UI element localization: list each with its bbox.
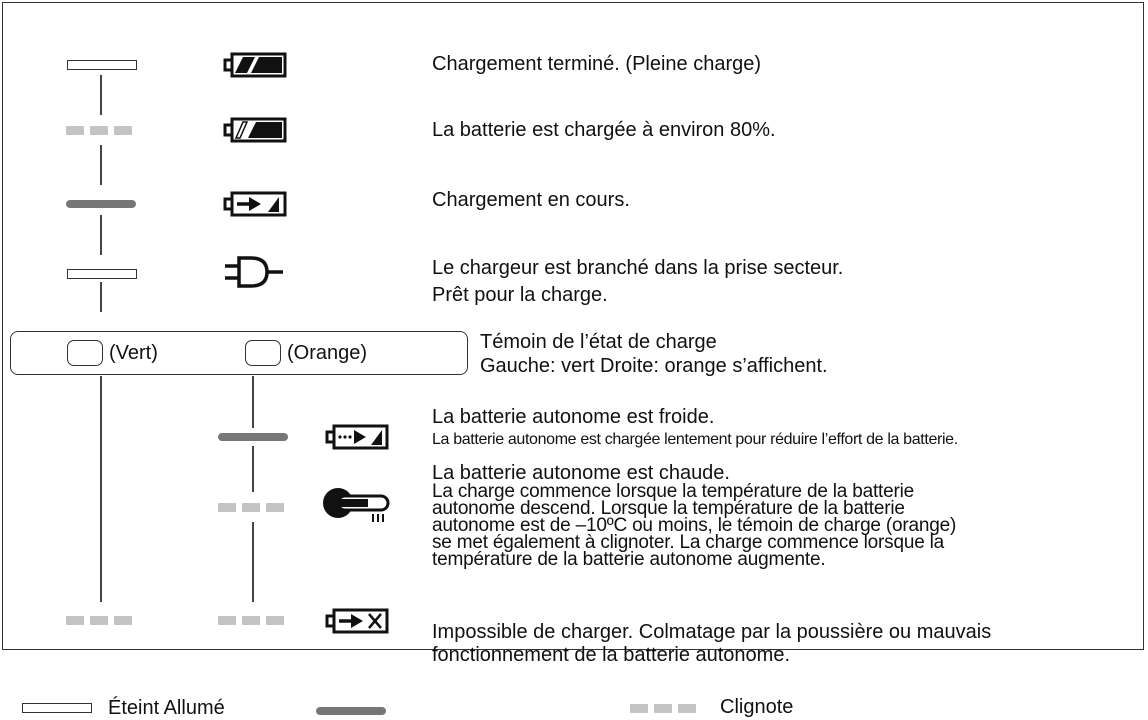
battery-80-icon [221, 115, 291, 145]
lamp-off-indicator [67, 60, 137, 70]
plug-icon [221, 254, 291, 290]
row-hot-text-1: La batterie autonome est chaude. [432, 462, 730, 484]
connector-line [100, 376, 102, 602]
row-full-text: Chargement terminé. (Pleine charge) [432, 53, 762, 75]
lamp-legend-box [10, 331, 468, 375]
connector-line [100, 75, 102, 115]
lamp-blink-indicator [66, 126, 136, 135]
battery-charging-icon [221, 189, 291, 219]
legend-blink-symbol [630, 704, 700, 713]
row-hot-text-3: autonome descend. Lorsque la température de la batterie [432, 498, 905, 519]
row-cold-text-1: La batterie autonome est froide. [432, 406, 715, 428]
lamp-blink-indicator [218, 503, 288, 512]
lamp-on-indicator [66, 200, 136, 208]
legend-off-on-label: Éteint Allumé [108, 697, 225, 719]
row-hot-text-6: température de la batterie autonome augmente. [432, 549, 826, 570]
row-hot-text-2: La charge commence lorsque la température de la batterie [432, 481, 915, 502]
legend-blink-label: Clignote [720, 696, 794, 718]
row-cold-text-2: La batterie autonome est chargée lentement pour réduire l’effort de la batterie. [432, 431, 958, 448]
row-plugged-text-2: Prêt pour la charge. [432, 284, 608, 306]
connector-line [252, 446, 254, 492]
lamp-blink-indicator [218, 616, 288, 625]
green-lamp-label: (Vert) [109, 342, 158, 364]
row-hot-text-5: se met également à clignoter. La charge commence lorsque la [432, 532, 945, 553]
lamp-on-indicator [218, 433, 288, 441]
connector-line [100, 145, 102, 185]
orange-lamp-icon [245, 340, 281, 366]
row-error-text-2: fonctionnement de la batterie autonome. [432, 644, 791, 666]
row-error-text-1: Impossible de charger. Colmatage par la poussière ou mauvais [432, 621, 992, 643]
row-plugged-text-1: Le chargeur est branché dans la prise secteur. [432, 257, 844, 279]
row-hot-text-4: autonome est de –10ºC ou moins, le témoin de charge (orange) [432, 515, 957, 536]
connector-line [252, 522, 254, 602]
legend-off-symbol [22, 703, 92, 713]
row-80-text: La batterie est chargée à environ 80%. [432, 119, 776, 141]
lamp-blink-indicator [66, 616, 136, 625]
connector-line [100, 215, 102, 255]
thermometer-icon [321, 486, 397, 528]
battery-slow-charge-icon [323, 422, 393, 452]
green-lamp-icon [67, 340, 103, 366]
battery-full-icon [221, 50, 291, 80]
orange-lamp-label: (Orange) [287, 342, 368, 364]
lamp-title: Témoin de l’état de charge [480, 331, 717, 353]
lamp-off-indicator [67, 269, 137, 279]
row-charging-text: Chargement en cours. [432, 189, 630, 211]
connector-line [100, 282, 102, 312]
battery-error-icon [323, 606, 393, 636]
lamp-description: Gauche: vert Droite: orange s’affichent. [480, 355, 828, 377]
connector-line [252, 376, 254, 428]
legend-on-symbol [316, 707, 386, 715]
